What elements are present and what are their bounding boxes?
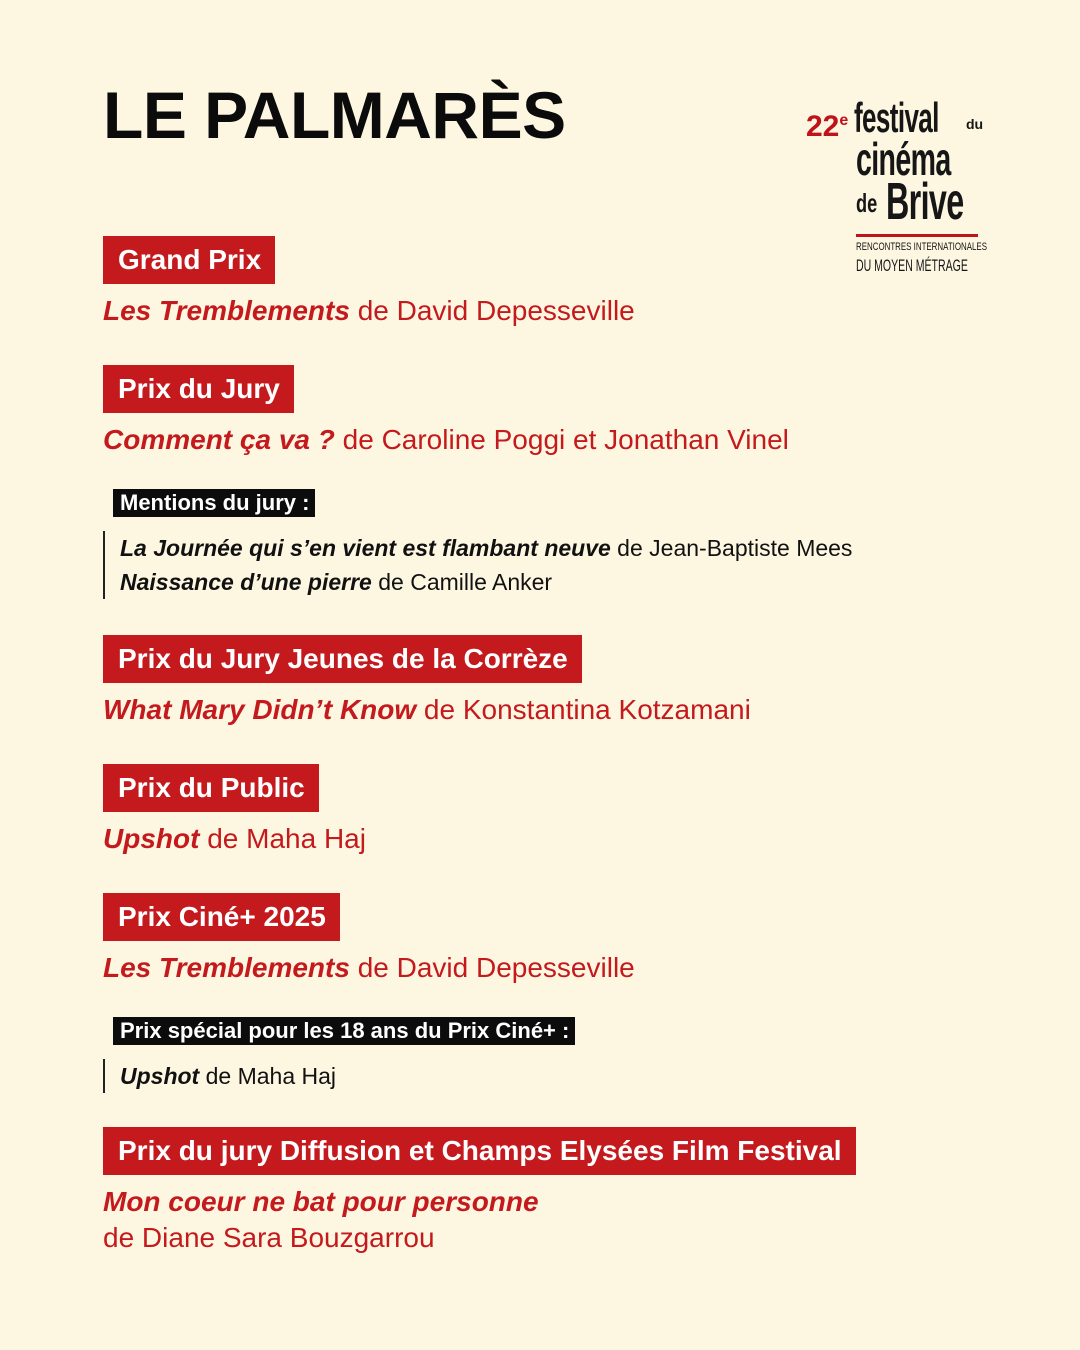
film-title: Naissance d’une pierre <box>120 569 372 595</box>
film-credit: de David Depesseville <box>349 952 635 983</box>
award-prix-du-jury <box>103 365 789 458</box>
award-grand-prix <box>103 236 635 329</box>
logo-subtitle-2: DU MOYEN MÉTRAGE <box>856 256 968 275</box>
logo-divider <box>856 234 978 237</box>
mentions-label: Mentions du jury : <box>113 489 315 517</box>
film-title: What Mary Didn’t Know <box>103 694 417 725</box>
film-credit: de David Depesseville <box>349 295 635 326</box>
logo-word-festival: festival <box>854 94 939 141</box>
award-winner <box>103 1184 856 1220</box>
film-title: Mon coeur ne bat pour personne <box>103 1186 539 1217</box>
festival-logo <box>806 92 987 278</box>
mentions-list <box>103 531 852 599</box>
list-item <box>120 565 852 599</box>
logo-edition: 22e <box>806 110 849 143</box>
film-credit: de Diane Sara Bouzgarrou <box>103 1222 435 1253</box>
film-title: La Journée qui s’en vient est flambant neuve <box>120 535 611 561</box>
film-title: Upshot <box>103 823 200 854</box>
award-winner <box>103 950 635 986</box>
award-winner <box>103 692 751 728</box>
logo-word-cinema: cinéma <box>856 133 951 185</box>
award-prix-du-public <box>103 764 366 857</box>
special-prize-label: Prix spécial pour les 18 ans du Prix Ciné+ : <box>113 1017 575 1045</box>
film-credit: de Maha Haj <box>199 1063 337 1089</box>
award-winner <box>103 821 366 857</box>
film-title: Les Tremblements <box>103 295 350 326</box>
award-label: Prix du Jury <box>103 365 294 413</box>
film-credit: de Caroline Poggi et Jonathan Vinel <box>334 424 789 455</box>
special-prize-list <box>103 1059 336 1093</box>
list-item <box>120 1059 336 1093</box>
award-label: Prix du Public <box>103 764 319 812</box>
list-item <box>120 531 852 565</box>
logo-word-brive: Brive <box>886 173 964 231</box>
award-label: Prix Ciné+ 2025 <box>103 893 340 941</box>
award-winner <box>103 422 789 458</box>
film-title: Les Tremblements <box>103 952 350 983</box>
logo-word-du: du <box>966 116 984 132</box>
film-credit: de Jean-Baptiste Mees <box>610 535 853 561</box>
award-prix-cine-plus <box>103 893 635 986</box>
award-label: Prix du Jury Jeunes de la Corrèze <box>103 635 582 683</box>
award-winner <box>103 293 635 329</box>
logo-subtitle-1: RENCONTRES INTERNATIONALES <box>856 241 987 253</box>
film-title: Comment ça va ? <box>103 424 335 455</box>
film-credit: de Konstantina Kotzamani <box>416 694 751 725</box>
film-credit: de Maha Haj <box>199 823 366 854</box>
page-title: LE PALMARÈS <box>103 78 566 152</box>
film-credit: de Camille Anker <box>371 569 553 595</box>
award-diffusion-champs-elysees <box>103 1127 856 1256</box>
award-jury-jeunes <box>103 635 751 728</box>
film-title: Upshot <box>120 1063 200 1089</box>
award-label: Grand Prix <box>103 236 275 284</box>
award-label: Prix du jury Diffusion et Champs Elysées Film Festival <box>103 1127 856 1175</box>
logo-word-de: de <box>856 188 878 218</box>
